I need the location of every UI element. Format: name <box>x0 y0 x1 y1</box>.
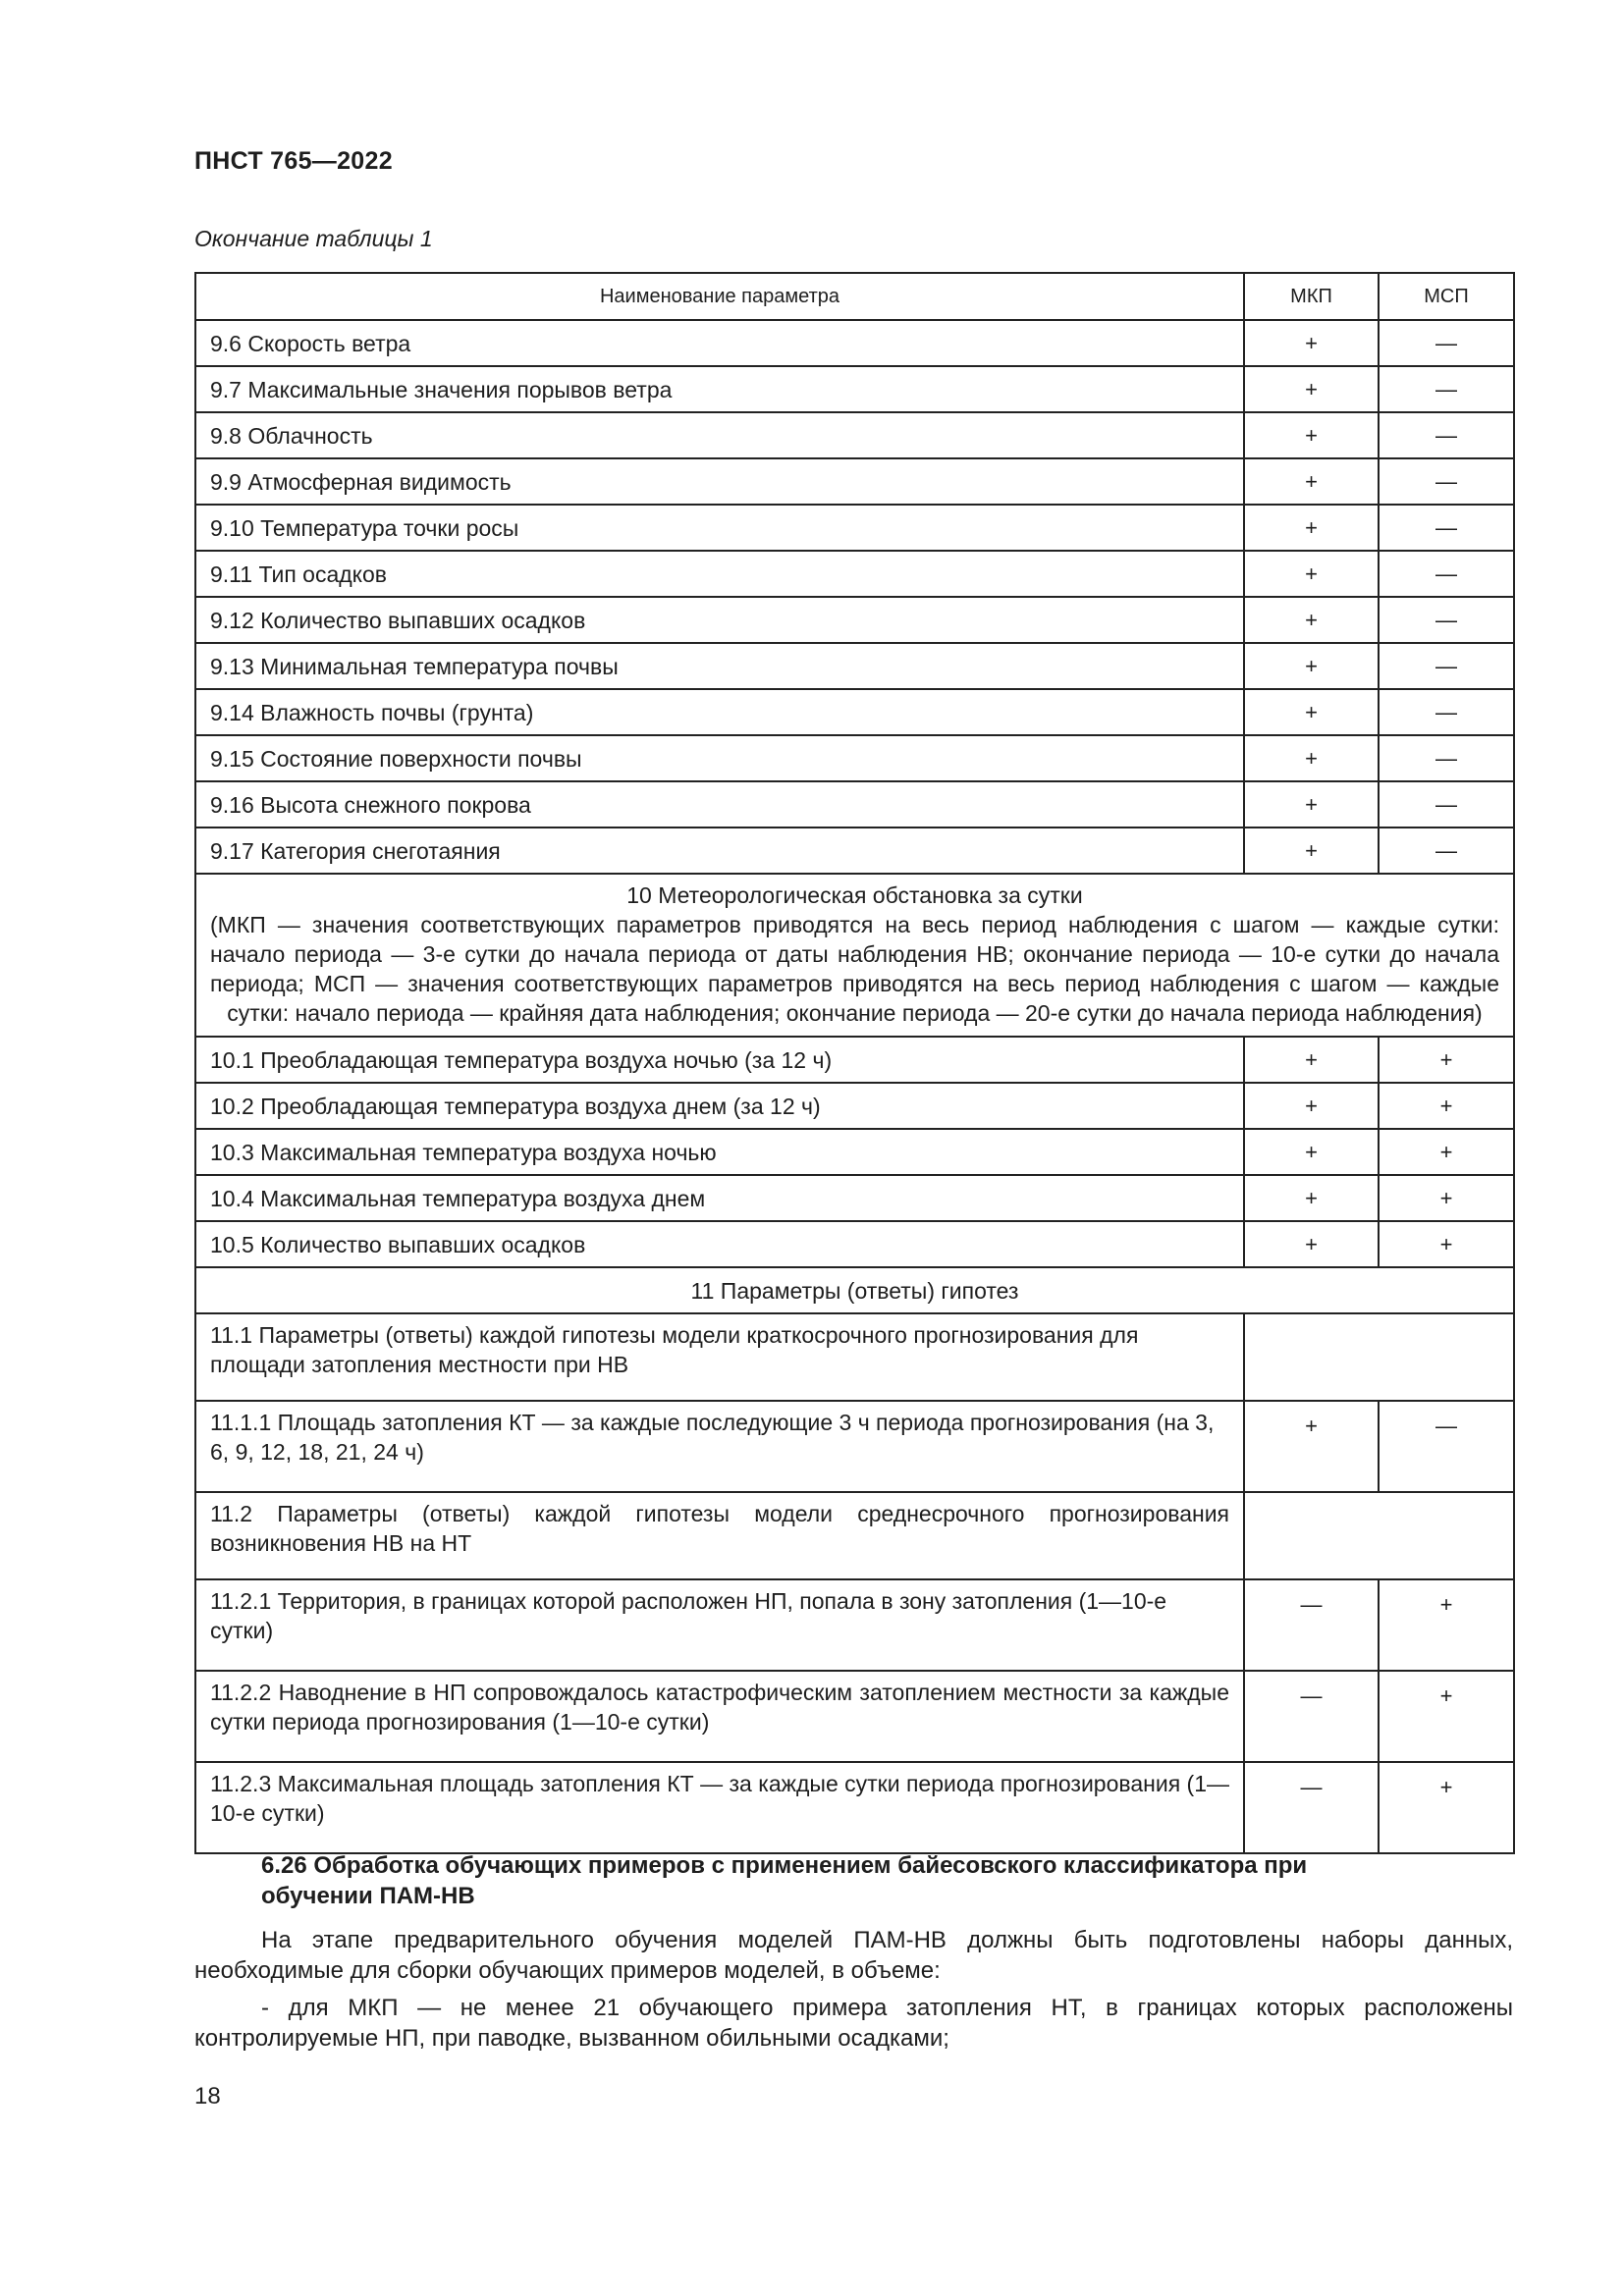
table-row <box>195 1037 1514 1083</box>
table-row <box>195 1492 1514 1579</box>
param-name: 11.2 Параметры (ответы) каждой гипотезы модели среднесрочного прогнозирования возникновения НВ на НТ <box>195 1492 1244 1579</box>
mkp-mark: + <box>1244 551 1379 597</box>
msp-mark: — <box>1379 781 1514 828</box>
table-row <box>195 1129 1514 1175</box>
table-caption: Окончание таблицы 1 <box>194 226 433 251</box>
mkp-mark: + <box>1244 366 1379 412</box>
param-name: 10.5 Количество выпавших осадков <box>195 1221 1244 1267</box>
mkp-mark: — <box>1244 1579 1379 1671</box>
msp-mark: + <box>1379 1129 1514 1175</box>
param-name: 9.11 Тип осадков <box>195 551 1244 597</box>
mkp-mark: + <box>1244 1037 1379 1083</box>
mkp-mark: + <box>1244 781 1379 828</box>
header-parameter-name: Наименование параметра <box>195 273 1244 320</box>
param-name: 11.2.2 Наводнение в НП сопровождалось катастрофическим затоплением местности за каждые сутки периода прогнозирования (1—10-е сутки) <box>195 1671 1244 1762</box>
table-row <box>195 1313 1514 1401</box>
param-name: 9.14 Влажность почвы (грунта) <box>195 689 1244 735</box>
msp-mark: + <box>1379 1579 1514 1671</box>
param-name: 10.4 Максимальная температура воздуха днем <box>195 1175 1244 1221</box>
table-row <box>195 689 1514 735</box>
msp-mark: — <box>1379 643 1514 689</box>
param-name: 9.15 Состояние поверхности почвы <box>195 735 1244 781</box>
table-row <box>195 458 1514 505</box>
table-row <box>195 366 1514 412</box>
header-mkp: МКП <box>1244 273 1379 320</box>
msp-mark: + <box>1379 1037 1514 1083</box>
section-10-row <box>195 874 1514 1037</box>
table-row <box>195 1401 1514 1492</box>
table-row <box>195 1083 1514 1129</box>
param-name: 9.6 Скорость ветра <box>195 320 1244 366</box>
param-name: 11.1.1 Площадь затопления КТ — за каждые последующие 3 ч периода прогнозирования (на 3, 6, 9, 12, 18, 21, 24 ч) <box>195 1401 1244 1492</box>
param-name: 10.2 Преобладающая температура воздуха днем (за 12 ч) <box>195 1083 1244 1129</box>
mkp-mark: + <box>1244 412 1379 458</box>
table-row <box>195 551 1514 597</box>
msp-mark: — <box>1379 458 1514 505</box>
list-paragraph: - для МКП — не менее 21 обучающего примера затопления НТ, в границах которых расположены контролируемые НП, при паводке, вызванном обильными осадками; <box>194 1995 1513 2052</box>
table-row <box>195 412 1514 458</box>
section-10-title: 10 Метеорологическая обстановка за сутки <box>626 882 1083 908</box>
mkp-mark: + <box>1244 320 1379 366</box>
msp-mark: — <box>1379 366 1514 412</box>
mkp-mark: + <box>1244 1083 1379 1129</box>
param-name: 11.2.1 Территория, в границах которой расположен НП, попала в зону затопления (1—10-е сутки) <box>195 1579 1244 1671</box>
mkp-mark: + <box>1244 828 1379 874</box>
msp-mark: — <box>1379 551 1514 597</box>
msp-mark: + <box>1379 1671 1514 1762</box>
msp-mark: + <box>1379 1175 1514 1221</box>
mkp-mark: — <box>1244 1671 1379 1762</box>
msp-mark: — <box>1379 597 1514 643</box>
table-row <box>195 735 1514 781</box>
table-row <box>195 781 1514 828</box>
msp-mark: — <box>1379 412 1514 458</box>
mkp-mark: + <box>1244 735 1379 781</box>
document-code: ПНСТ 765—2022 <box>194 147 393 175</box>
table-header-row <box>195 273 1514 320</box>
param-name: 9.12 Количество выпавших осадков <box>195 597 1244 643</box>
param-name: 11.2.3 Максимальная площадь затопления КТ — за каждые сутки периода прогнозирования (1—10-е сутки) <box>195 1762 1244 1853</box>
param-name: 9.16 Высота снежного покрова <box>195 781 1244 828</box>
param-name: 9.8 Облачность <box>195 412 1244 458</box>
mkp-mark: + <box>1244 458 1379 505</box>
table-row <box>195 1579 1514 1671</box>
param-name: 9.17 Категория снеготаяния <box>195 828 1244 874</box>
table-row <box>195 828 1514 874</box>
msp-mark: — <box>1379 1401 1514 1492</box>
param-name: 9.10 Температура точки росы <box>195 505 1244 551</box>
param-name: 10.1 Преобладающая температура воздуха ночью (за 12 ч) <box>195 1037 1244 1083</box>
msp-mark: — <box>1379 828 1514 874</box>
section-10-cell <box>195 874 1514 1037</box>
msp-mark: — <box>1379 320 1514 366</box>
mkp-mark: + <box>1244 1129 1379 1175</box>
mkp-mark: + <box>1244 597 1379 643</box>
mkp-mark: + <box>1244 1175 1379 1221</box>
section-heading: 6.26 Обработка обучающих примеров с применением байесовского классификатора при обучении ПАМ-НВ <box>261 1852 1308 1909</box>
section-10-note: (МКП — значения соответствующих параметров приводятся на весь период наблюдения с шагом — каждые сутки: начало периода — 3-е сутки до начала периода от даты наблюдения НВ; окончание периода — 10-е сутки до начала периода; МСП — значения соответствующих параметров приводятся на весь период наблюдения с шагом — каждые сутки: начало периода — крайняя дата наблюдения; окончание периода — 20-е сутки до начала периода наблюдения) <box>210 912 1499 1026</box>
parameters-table <box>194 272 1515 1854</box>
mkp-mark: + <box>1244 643 1379 689</box>
msp-mark: — <box>1379 505 1514 551</box>
param-name: 10.3 Максимальная температура воздуха ночью <box>195 1129 1244 1175</box>
empty-marks-cell <box>1244 1492 1514 1579</box>
empty-marks-cell <box>1244 1313 1514 1401</box>
mkp-mark: — <box>1244 1762 1379 1853</box>
table-row <box>195 1671 1514 1762</box>
msp-mark: + <box>1379 1762 1514 1853</box>
table-row <box>195 597 1514 643</box>
page-number: 18 <box>194 2083 221 2109</box>
table-row <box>195 1221 1514 1267</box>
mkp-mark: + <box>1244 1221 1379 1267</box>
param-name: 11.1 Параметры (ответы) каждой гипотезы модели краткосрочного прогнозирования для площади затопления местности при НВ <box>195 1313 1244 1401</box>
mkp-mark: + <box>1244 1401 1379 1492</box>
header-msp: МСП <box>1379 273 1514 320</box>
msp-mark: + <box>1379 1221 1514 1267</box>
param-name: 9.9 Атмосферная видимость <box>195 458 1244 505</box>
table-row <box>195 643 1514 689</box>
table-row <box>195 1762 1514 1853</box>
table-row <box>195 320 1514 366</box>
section-11-title: 11 Параметры (ответы) гипотез <box>195 1267 1514 1313</box>
msp-mark: — <box>1379 735 1514 781</box>
mkp-mark: + <box>1244 505 1379 551</box>
msp-mark: — <box>1379 689 1514 735</box>
section-11-row <box>195 1267 1514 1313</box>
table-row <box>195 1175 1514 1221</box>
msp-mark: + <box>1379 1083 1514 1129</box>
param-name: 9.7 Максимальные значения порывов ветра <box>195 366 1244 412</box>
param-name: 9.13 Минимальная температура почвы <box>195 643 1244 689</box>
body-paragraph: На этапе предварительного обучения моделей ПАМ-НВ должны быть подготовлены наборы данных, необходимые для сборки обучающих примеров моделей, в объеме: <box>194 1927 1513 1984</box>
table-row <box>195 505 1514 551</box>
mkp-mark: + <box>1244 689 1379 735</box>
